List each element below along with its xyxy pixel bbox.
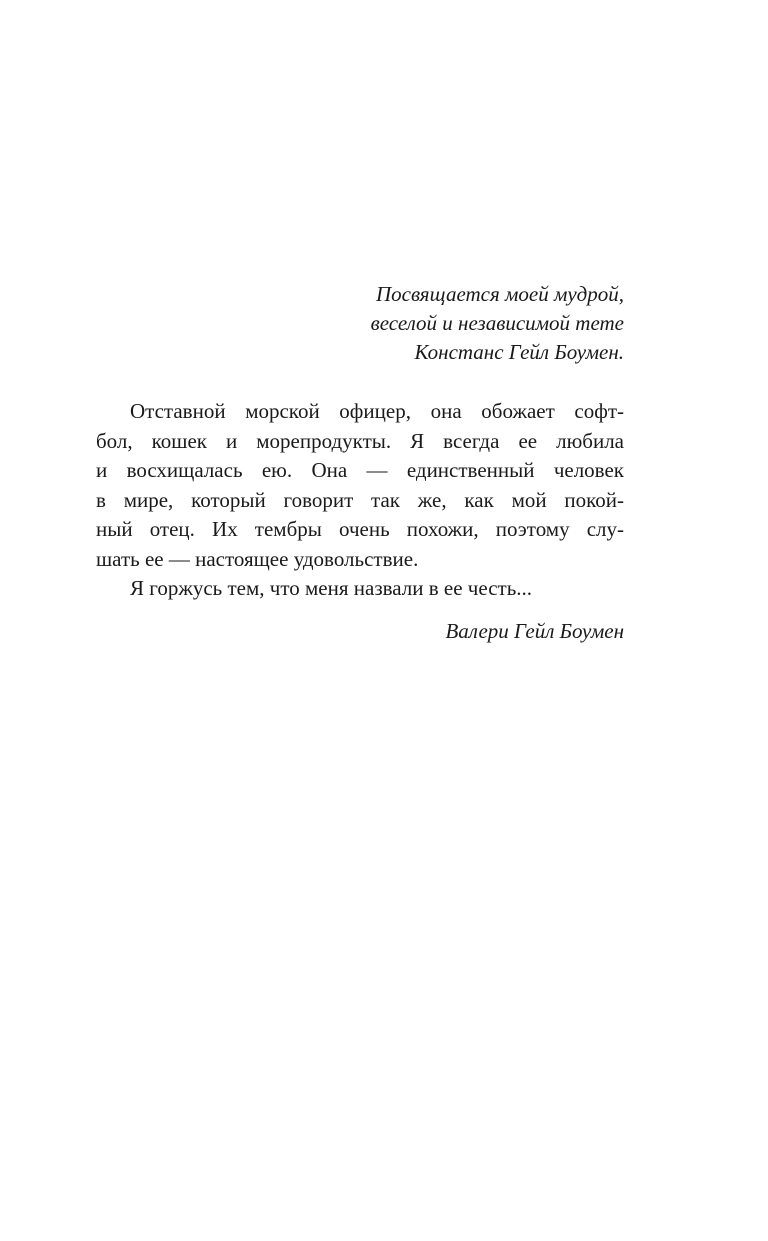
author-signature: Валери Гейл Боумен [445, 619, 624, 643]
dedication-line: Констанс Гейл Боумен. [414, 340, 624, 364]
paragraph-line: шать ее — настоящее удовольствие. [96, 546, 419, 571]
paragraph-line: бол, кошек и морепродукты. Я всегда ее любила [96, 428, 624, 453]
dedication [371, 280, 624, 367]
paragraph-line: и восхищалась ею. Она — единственный человек [96, 458, 624, 482]
dedication-line: веселой и независимой тете [370, 311, 624, 335]
dedication-body [96, 397, 624, 604]
paragraph-line: ный отец. Их тембры очень похожи, поэтому слу- [96, 517, 624, 541]
paragraph-line: в мире, который говорит так же, как мой покой- [96, 487, 624, 512]
dedication-line: Посвящается моей мудрой, [375, 282, 624, 306]
paragraph-line: Я горжусь тем, что меня назвали в ее честь... [130, 576, 533, 600]
paragraph-line: Отставной морской офицер, она обожает софт- [130, 399, 624, 423]
